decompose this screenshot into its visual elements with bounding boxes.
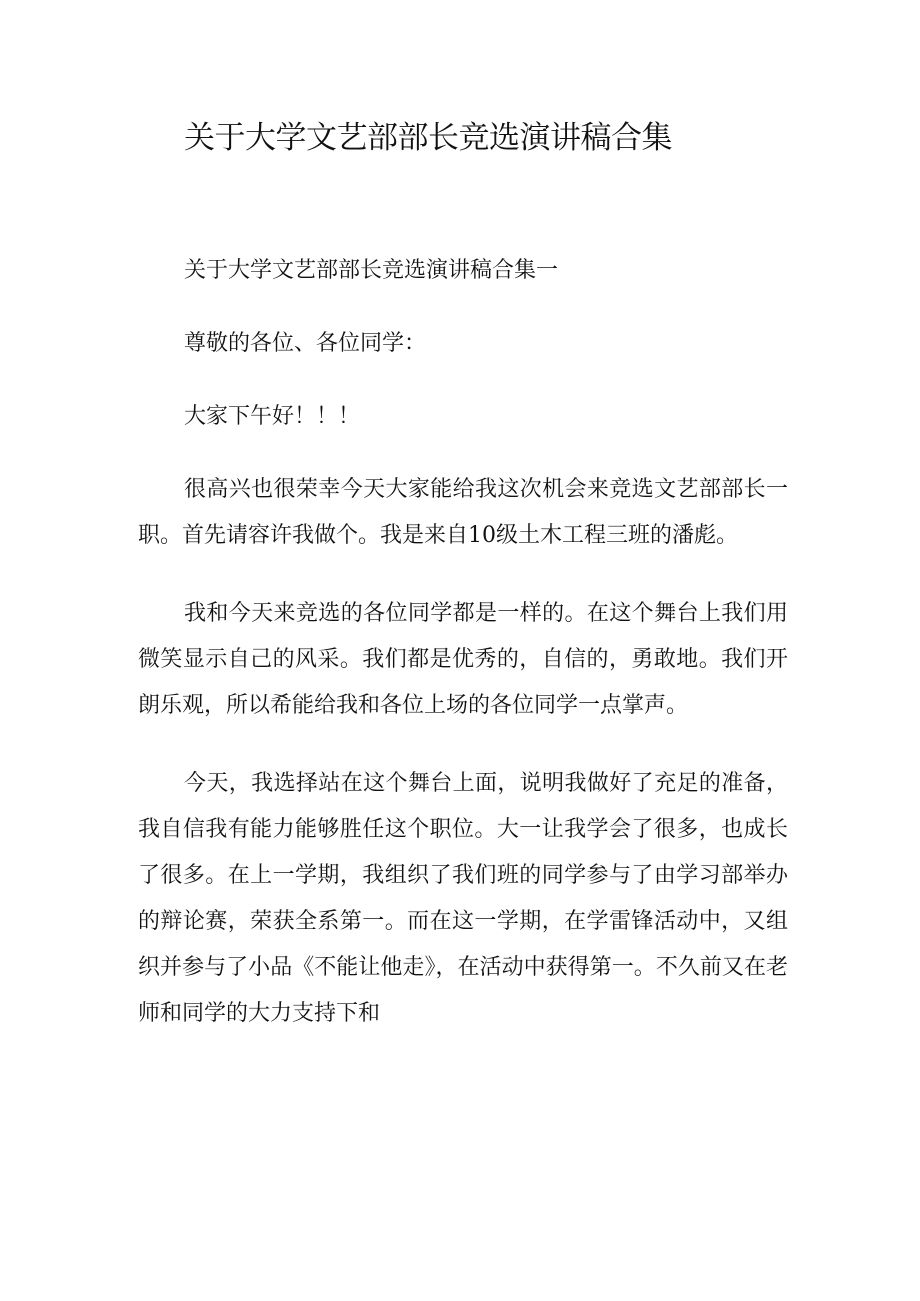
paragraph-subtitle: 关于大学文艺部部长竞选演讲稿合集一 — [184, 258, 559, 283]
paragraph-body-2: 今天，我选择站在这个舞台上面，说明我做好了充足的准备，我自信我有能力能够胜任这个职位。大一让我学会了很多，也成长了很多。在上一学期，我组织了我们班的同学参与了由学习部举办的辩论赛，荣获全系第一。而在这一学期，在学雷锋活动中，又组织并参与了小品《不能让他走》，在活动中获得第一。不久前又在老师和同学的大力支持下和 — [138, 771, 788, 1026]
paragraph-introduction: 很高兴也很荣幸今天大家能给我这次机会来竞选文艺部部长一职。首先请容许我做个。我是来自10级土木工程三班的潘彪。 — [138, 477, 788, 548]
document-title: 关于大学文艺部部长竞选演讲稿合集 — [184, 120, 672, 156]
document-body — [138, 248, 788, 1064]
paragraph-body-1: 我和今天来竞选的各位同学都是一样的。在这个舞台上我们用微笑显示自己的风采。我们都是优秀的，自信的，勇敢地。我们开朗乐观，所以希能给我和各位上场的各位同学一点掌声。 — [138, 601, 788, 718]
paragraph-salutation: 尊敬的各位、各位同学： — [184, 331, 427, 356]
paragraph-greeting: 大家下午好！！！ — [184, 404, 361, 429]
